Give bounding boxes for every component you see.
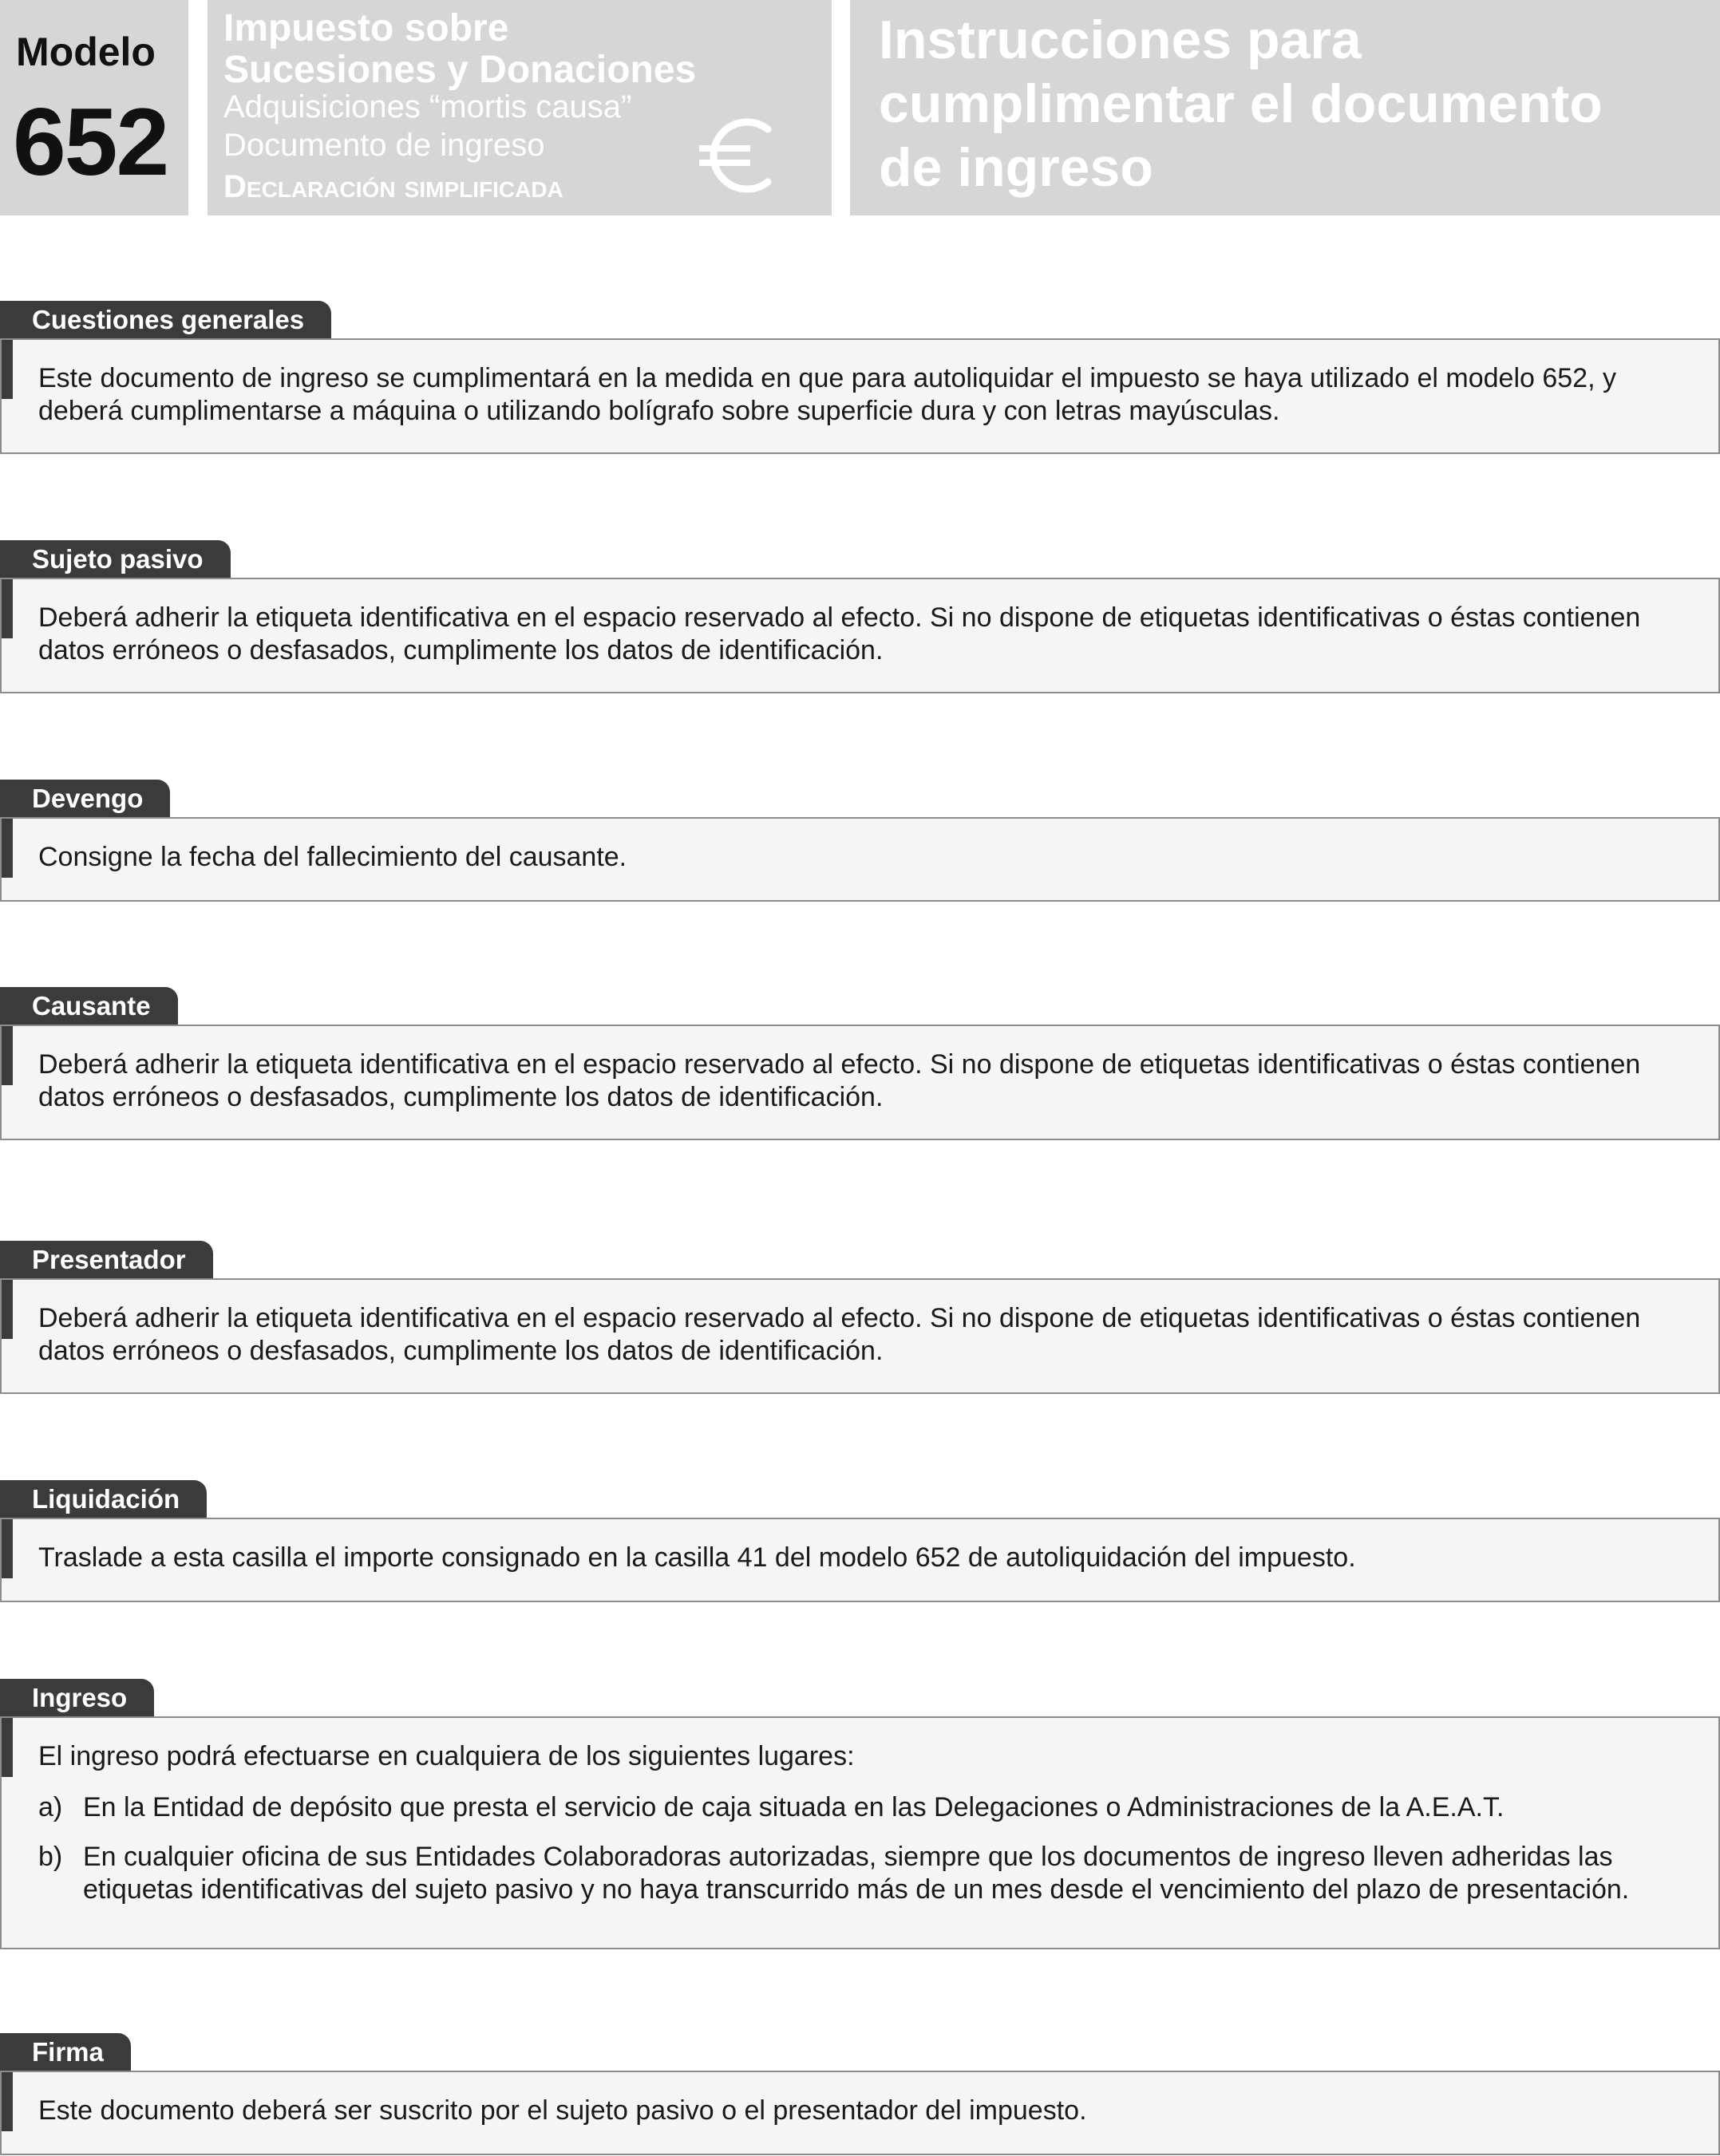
- panel-accent: [2, 579, 13, 638]
- modelo-box: [0, 0, 188, 215]
- panel-accent: [2, 819, 13, 878]
- tax-subtitle-line3: Declaración simplificada: [223, 169, 563, 204]
- section-title: Ingreso: [0, 1679, 154, 1716]
- instructions-title-box: [850, 0, 1720, 215]
- section-panel: [0, 1716, 1720, 1949]
- section-title: Cuestiones generales: [0, 301, 331, 338]
- euro-icon: [694, 112, 782, 199]
- section-text: Consigne la fecha del fallecimiento del causante.: [38, 842, 627, 872]
- section-intro-text: El ingreso podrá efectuarse en cualquiera de los siguientes lugares:: [38, 1741, 855, 1771]
- section-text: Deberá adherir la etiqueta identificativa en el espacio reservado al efecto. Si no dispone de etiquetas identificativas o éstas contienen datos erróneos o desfasados, cumplimente los datos de identificación.: [38, 602, 1641, 665]
- section-text: Traslade a esta casilla el importe consignado en la casilla 41 del modelo 652 de autoliquidación del impuesto.: [38, 1542, 1356, 1573]
- section-title: Presentador: [0, 1241, 213, 1278]
- section-text: Este documento de ingreso se cumplimentará en la medida en que para autoliquidar el impuesto se haya utilizado el modelo 652, y deberá cumplimentarse a máquina o utilizando bolígrafo sobre superficie dura y con letras mayúsculas.: [38, 363, 1616, 426]
- section-panel: [0, 1518, 1720, 1602]
- panel-accent: [2, 2072, 13, 2131]
- section-title: Causante: [0, 987, 178, 1025]
- section-title: Devengo: [0, 780, 170, 817]
- list-marker: b): [38, 1842, 63, 1872]
- tax-title-line1: Impuesto sobre: [223, 7, 509, 49]
- section-panel: [0, 2071, 1720, 2155]
- panel-accent: [2, 1280, 13, 1339]
- panel-accent: [2, 340, 13, 399]
- section-panel: [0, 1025, 1720, 1140]
- tax-title-line2: Sucesiones y Donaciones: [223, 49, 697, 91]
- tax-subtitle-line2: Documento de ingreso: [223, 128, 545, 163]
- modelo-label: Modelo: [16, 30, 156, 74]
- panel-accent: [2, 1026, 13, 1085]
- section-text: Este documento deberá ser suscrito por el sujeto pasivo o el presentador del impuesto.: [38, 2095, 1087, 2126]
- section-panel: [0, 817, 1720, 902]
- tax-subtitle-line1: Adquisiciones “mortis causa”: [223, 89, 632, 124]
- instructions-title-line2: cumplimentar el documento: [879, 73, 1603, 134]
- section-title: Liquidación: [0, 1480, 207, 1518]
- section-text: Deberá adherir la etiqueta identificativa en el espacio reservado al efecto. Si no dispone de etiquetas identificativas o éstas contienen datos erróneos o desfasados, cumplimente los datos de identificación.: [38, 1303, 1641, 1366]
- section-text: Deberá adherir la etiqueta identificativa en el espacio reservado al efecto. Si no dispone de etiquetas identificativas o éstas contienen datos erróneos o desfasados, cumplimente los datos de identificación.: [38, 1049, 1641, 1112]
- modelo-number: 652: [13, 89, 168, 195]
- section-title: Firma: [0, 2033, 131, 2071]
- section-title: Sujeto pasivo: [0, 540, 231, 578]
- list-item-text: En la Entidad de depósito que presta el servicio de caja situada en las Delegaciones o Administraciones de la A.E.A.T.: [83, 1792, 1505, 1822]
- list-marker: a): [38, 1792, 63, 1822]
- list-item-text: En cualquier oficina de sus Entidades Colaboradoras autorizadas, siempre que los documentos de ingreso lleven adheridas las etiquetas identificativas del sujeto pasivo y no haya transcurrido más de un mes desde el vencimiento del plazo de presentación.: [83, 1842, 1630, 1905]
- tax-title-box: [208, 0, 832, 215]
- section-panel: [0, 578, 1720, 693]
- panel-accent: [2, 1519, 13, 1578]
- section-panel: [0, 338, 1720, 454]
- instructions-title-line1: Instrucciones para: [879, 10, 1362, 70]
- panel-accent: [2, 1718, 13, 1777]
- instructions-title-line3: de ingreso: [879, 137, 1153, 198]
- section-panel: [0, 1278, 1720, 1394]
